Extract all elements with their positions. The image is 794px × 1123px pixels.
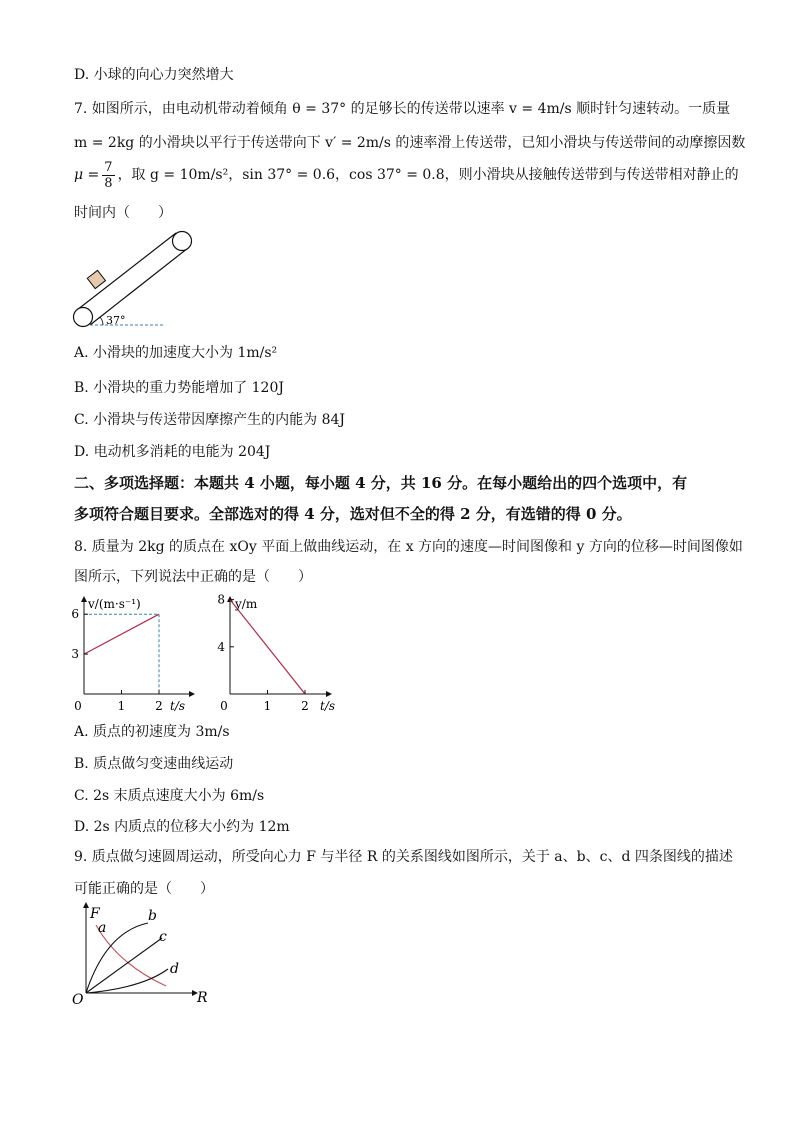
yt-x-tick-label: 0 bbox=[220, 699, 228, 713]
section2-line1: 二、多项选择题：本题共 4 小题，每小题 4 分，共 16 分。在每小题给出的四个选项中，有 bbox=[74, 474, 688, 492]
q9-line1: 9. 质点做匀速圆周运动，所受向心力 F 与半径 R 的关系图线如图所示，关于 a、b、c、d 四条图线的描述 bbox=[74, 849, 733, 865]
fr-x-label: R bbox=[197, 990, 208, 1006]
fr-y-label: F bbox=[90, 906, 100, 922]
yt-x-tick-label: 1 bbox=[263, 699, 272, 713]
mu-label: μ = bbox=[74, 167, 100, 183]
vt-series-line bbox=[84, 614, 159, 654]
yt-series-line bbox=[230, 600, 305, 694]
q7-option-d: D. 电动机多消耗的电能为 204J bbox=[74, 444, 271, 460]
vt-graph bbox=[64, 594, 204, 720]
conveyor-belt-figure bbox=[70, 230, 200, 330]
curve-a-label: a bbox=[98, 920, 107, 936]
q8-line2: 图所示，下列说法中正确的是（ ） bbox=[74, 569, 312, 585]
curve-b-label: b bbox=[148, 908, 157, 924]
q7-line1: 7. 如图所示，由电动机带动着倾角 θ = 37° 的足够长的传送带以速率 v = 4m/s 顺时针匀速转动。一质量 bbox=[74, 101, 731, 117]
yt-graph bbox=[214, 594, 354, 720]
q7-option-a: A. 小滑块的加速度大小为 1m/s² bbox=[74, 345, 278, 361]
q7-line4: 时间内（ ） bbox=[74, 205, 172, 221]
fr-y-arrow bbox=[83, 902, 89, 908]
slider-block bbox=[87, 270, 105, 288]
angle-label: 37° bbox=[106, 314, 126, 327]
vt-x-tick-label: 2 bbox=[155, 699, 163, 713]
q8-option-d: D. 2s 内质点的位移大小约为 12m bbox=[74, 819, 290, 835]
lower-pulley bbox=[74, 308, 93, 327]
q8-option-a: A. 质点的初速度为 3m/s bbox=[74, 724, 230, 740]
q7-line3-rest: ，取 g = 10m/s²，sin 37° = 0.6，cos 37° = 0.8，则小滑块从接触传送带到与传送带相对静止的 bbox=[117, 167, 739, 183]
yt-y-label: y/m bbox=[235, 597, 258, 611]
q7-line2: m = 2kg 的小滑块以平行于传送带向下 v′ = 2m/s 的速率滑上传送带，已知小滑块与传送带间的动摩擦因数 bbox=[74, 135, 746, 151]
yt-x-label: t/s bbox=[320, 699, 336, 713]
curve-c-label: c bbox=[159, 929, 167, 945]
q8-option-c: C. 2s 末质点速度大小为 6m/s bbox=[74, 788, 265, 804]
yt-x-arrow bbox=[326, 691, 332, 697]
vt-y-tick-label: 6 bbox=[71, 607, 79, 622]
q8-option-b: B. 质点做匀变速曲线运动 bbox=[74, 756, 234, 772]
yt-x-tick-label: 2 bbox=[301, 699, 309, 713]
section2-line2: 多项符合题目要求。全部选对的得 4 分，选对但不全的得 2 分，有选错的得 0 分。 bbox=[74, 505, 632, 523]
yt-y-tick-label: 8 bbox=[217, 592, 225, 607]
vt-x-label: t/s bbox=[170, 699, 186, 713]
vt-x-tick-label: 0 bbox=[74, 699, 82, 713]
mu-numerator: 7 bbox=[104, 159, 113, 175]
q6-option-d: D. 小球的向心力突然增大 bbox=[74, 67, 234, 83]
yt-y-arrow bbox=[227, 596, 233, 602]
vt-y-label: v/(m·s⁻¹) bbox=[88, 597, 141, 611]
mu-fraction bbox=[102, 160, 114, 191]
vt-y-arrow bbox=[81, 596, 87, 602]
curve-d-label: d bbox=[170, 961, 179, 977]
q7-line3 bbox=[74, 158, 739, 192]
vt-x-tick-label: 1 bbox=[117, 699, 126, 713]
yt-y-tick-label: 4 bbox=[217, 639, 225, 654]
vt-y-tick-label: 3 bbox=[71, 647, 79, 662]
belt-top-edge bbox=[77, 233, 176, 310]
belt-bottom-edge bbox=[90, 248, 188, 325]
q9-line2: 可能正确的是（ ） bbox=[74, 881, 214, 897]
f-r-graph bbox=[66, 902, 216, 1010]
q7-option-b: B. 小滑块的重力势能增加了 120J bbox=[74, 380, 284, 396]
curve-b bbox=[86, 923, 148, 993]
q7-option-c: C. 小滑块与传送带因摩擦产生的内能为 84J bbox=[74, 412, 345, 428]
vt-x-arrow bbox=[189, 691, 195, 697]
q8-line1: 8. 质量为 2kg 的质点在 xOy 平面上做曲线运动，在 x 方向的速度—时间图像和 y 方向的位移—时间图像如 bbox=[74, 539, 743, 555]
fr-origin-label: O bbox=[72, 992, 84, 1008]
angle-arc bbox=[100, 317, 103, 325]
upper-pulley bbox=[173, 232, 192, 251]
mu-denominator: 8 bbox=[104, 175, 113, 191]
